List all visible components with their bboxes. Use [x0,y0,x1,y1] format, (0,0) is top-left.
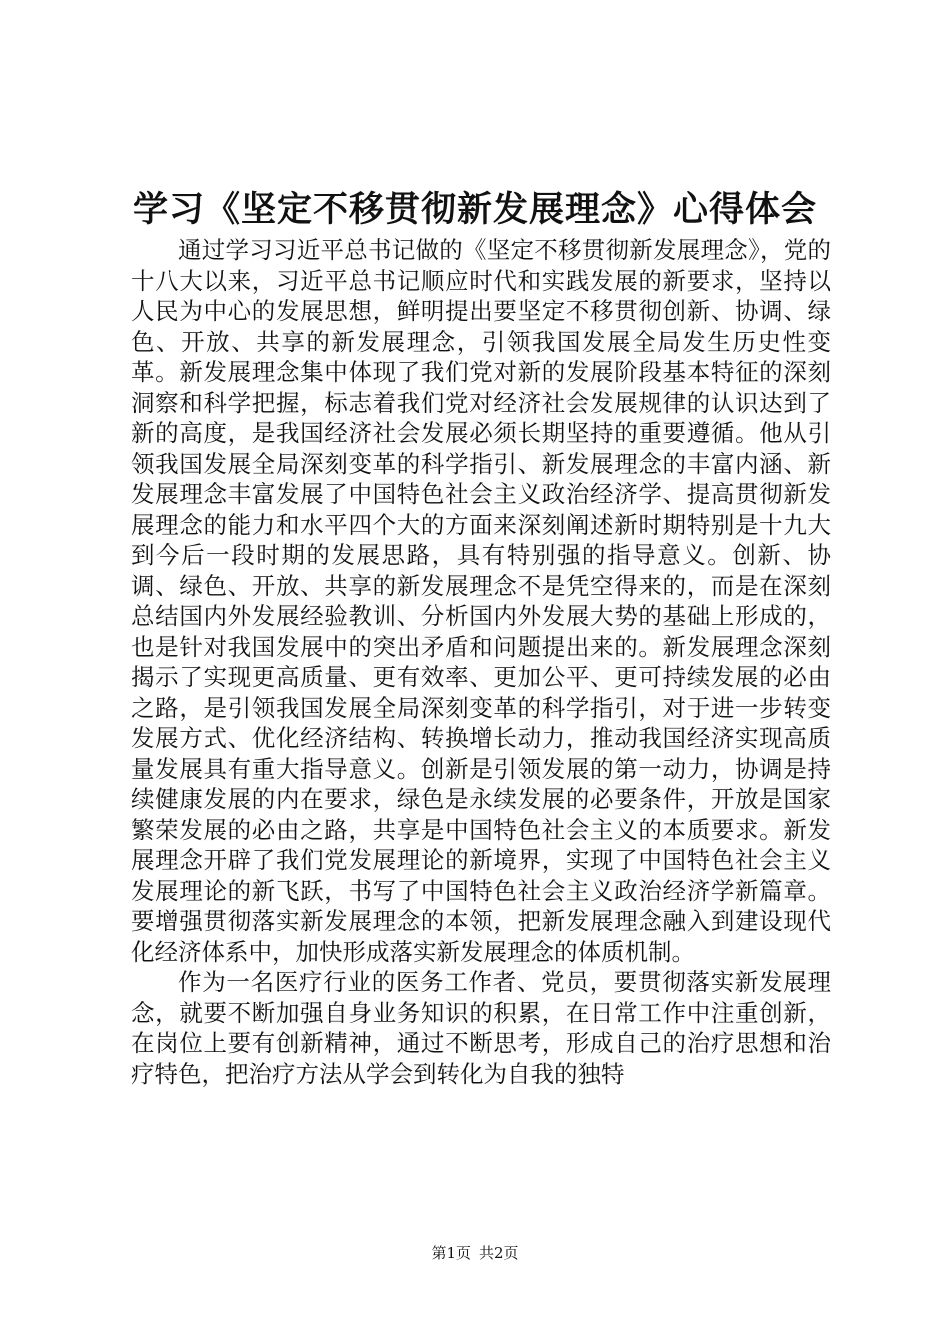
page-number: 第1页 [431,1244,471,1262]
page-total: 共2页 [479,1244,519,1262]
page-footer [0,1243,950,1263]
document-body [131,235,831,1089]
paragraph-1: 通过学习习近平总书记做的《坚定不移贯彻新发展理念》，党的十八大以来，习近平总书记顺应时代和实践发展的新要求，坚持以人民为中心的发展思想，鲜明提出要坚定不移贯彻创新、协调、绿色、开放、共享的新发展理念，引领我国发展全局发生历史性变革。新发展理念集中体现了我们党对新的发展阶段基本特征的深刻洞察和科学把握，标志着我们党对经济社会发展规律的认识达到了新的高度，是我国经济社会发展必须长期坚持的重要遵循。他从引领我国发展全局深刻变革的科学指引、新发展理念的丰富内涵、新发展理念丰富发展了中国特色社会主义政治经济学、提高贯彻新发展理念的能力和水平四个大的方面来深刻阐述新时期特别是十九大到今后一段时期的发展思路，具有特别强的指导意义。创新、协调、绿色、开放、共享的新发展理念不是凭空得来的，而是在深刻总结国内外发展经验教训、分析国内外发展大势的基础上形成的，也是针对我国发展中的突出矛盾和问题提出来的。新发展理念深刻揭示了实现更高质量、更有效率、更加公平、更可持续发展的必由之路，是引领我国发展全局深刻变革的科学指引，对于进一步转变发展方式、优化经济结构、转换增长动力，推动我国经济实现高质量发展具有重大指导意义。创新是引领发展的第一动力，协调是持续健康发展的内在要求，绿色是永续发展的必要条件，开放是国家繁荣发展的必由之路，共享是中国特色社会主义的本质要求。新发展理念开辟了我们党发展理论的新境界，实现了中国特色社会主义发展理论的新飞跃，书写了中国特色社会主义政治经济学新篇章。要增强贯彻落实新发展理念的本领，把新发展理念融入到建设现代化经济体系中，加快形成落实新发展理念的体质机制。 [131,236,831,966]
paragraph-2: 作为一名医疗行业的医务工作者、党员，要贯彻落实新发展理念，就要不断加强自身业务知识的积累，在日常工作中注重创新，在岗位上要有创新精神，通过不断思考，形成自己的治疗思想和治疗特色，把治疗方法从学会到转化为自我的独特 [131,968,831,1088]
document-title: 学习《坚定不移贯彻新发展理念》心得体会 [132,190,817,230]
